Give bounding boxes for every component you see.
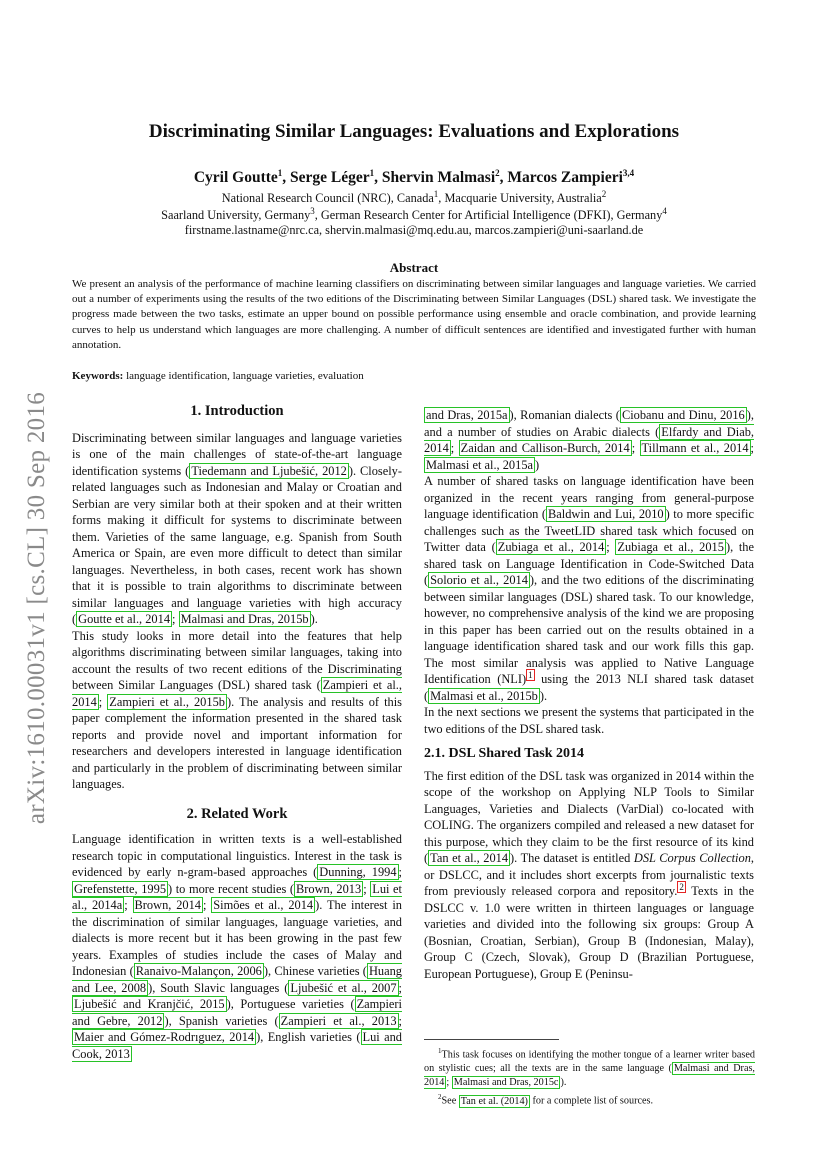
dsl-2014-heading: 2.1. DSL Shared Task 2014: [424, 746, 585, 762]
citation-link[interactable]: Ljubešić and Kranjčić, 2015: [74, 997, 225, 1011]
citation-link[interactable]: Malmasi and Dras, 2015c: [453, 1077, 559, 1089]
citation-link[interactable]: Malmasi and Dras, 2015b: [180, 612, 309, 626]
citation-link[interactable]: Lui and Cook, 2013: [72, 1030, 403, 1061]
citation-link[interactable]: Tan et al. (2014): [460, 1095, 528, 1107]
arxiv-sidebar: [22, 365, 52, 850]
related-work-paragraph-1: Language identification in written texts is a well-established research topic in computational linguistics. Interest in the task is evidenced by early n-gram-based approaches ( Dunning, 1994 ; Grefenstette, 1995 ) to more recent studies ( Brown, 2013 ; Lui et al., 2014a ; Brown, 2014 ; Simões et al., 2014 ). The interest in the discrimination of similar languages, language varieties, and dialects is more recent but it has been growing in the past few years. Examples of studies include the cases of Malay and Indonesian ( Ranaivo-Malançon, 2006 ), Chinese varieties ( Huang and Lee, 2008 ), South Slavic languages ( Ljubešić et al., 2007 ; Ljubešić and Kranjčić, 2015 ), Portuguese varieties ( Zampieri and Gebre, 2012 ), Spanish varieties ( Zampieri et al., 2013 ; Maier and Gómez-Rodrıguez, 2014 ), English varieties ( Lui and Cook, 2013: [72, 832, 403, 1061]
citation-link[interactable]: Zaidan and Callison-Burch, 2014: [460, 441, 630, 455]
intro-paragraph-1: Discriminating between similar languages and language varieties is one of the main challenges of state-of-the-art language identification systems ( Tiedemann and Ljubešić, 2012 ). Closely-related languages such as Indonesian and Malay or Croatian and Serbian are very similar both at their spoken and at their written forms making it difficult for systems to discriminate between them. Varieties of the same language, e.g. Spanish from South America or Spain, are even more difficult to detect than similar languages. Nevertheless, in both cases, recent work has shown that it is possible to train algorithms to discriminate between similar languages and language varieties with high accuracy ( Goutte et al., 2014 ; Malmasi and Dras, 2015b ).: [72, 430, 403, 626]
author-list: Cyril Goutte$^1$, Serge Léger$^1$, Shervin Malmasi$^2$, Marcos Zampieri$^{3,4}$: [193, 168, 635, 187]
citation-link[interactable]: Dunning, 1994: [319, 865, 397, 879]
abstract-heading: Abstract: [389, 260, 439, 275]
citation-link[interactable]: Grefenstette, 1995: [74, 881, 167, 896]
abstract-text: We present an analysis of the performance of machine learning classifiers on discriminating between similar languages and language varieties. We carried out a number of experiments using the results of the two editions of the Discriminating between Similar Languages (DSL) shared task. We investigate the progress made between the two tasks, estimate an upper bound on possible performance using ensemble and oracle combination, and provide learning curves to help us understand which languages are more challenging. A number of difficult sentences are identified and investigated further with human annotation.: [72, 278, 756, 351]
footnote-separator: [424, 1039, 559, 1040]
footnote-1: $^1$This task focuses on identifying the mother tongue of a learner writer based on stylistic cues; all the texts are in the same language ( Malmasi and Dras, 2014 ; Malmasi and Dras, 2015c ).: [424, 1047, 755, 1089]
citation-link[interactable]: Malmasi et al., 2015b: [430, 688, 538, 703]
intro-paragraph-2: This study looks in more detail into the features that help algorithms discriminating between similar languages, taking into account the results of two recent editions of the Discriminating between Similar Languages (DSL) shared task ( Zampieri et al., 2014 ; Zampieri et al., 2015b ). The analysis and results of this paper complement the information presented in the shared task reports and provide novel and important information for researchers and developers interested in language identification and particularly in the problem of discriminating between similar languages.: [72, 628, 403, 791]
affiliation-line-2: Saarland University, Germany$^3$, German Research Center for Artificial Intelligence (DFKI), Germany$^4$: [161, 206, 667, 223]
affiliation-line-1: National Research Council (NRC), Canada$^1$, Macquarie University, Australia$^2$: [221, 189, 607, 206]
citation-link[interactable]: Malmasi and Dras, 2014: [424, 1063, 755, 1089]
citation-link[interactable]: and Dras, 2015a: [426, 408, 508, 422]
citation-link[interactable]: Malmasi et al., 2015a: [426, 457, 534, 472]
related-work-paragraph-1-continued: and Dras, 2015a ), Romanian dialects ( Ciobanu and Dinu, 2016 ), and a number of studies on Arabic dialects ( Elfardy and Diab, 2014 ; Zaidan and Callison-Burch, 2014 ; Tillmann et al., 2014 ; Malmasi et al., 2015a ): [424, 408, 754, 472]
citation-link[interactable]: Huang and Lee, 2008: [72, 964, 402, 995]
intro-heading: 1. Introduction: [190, 403, 284, 419]
related-work-paragraph-3: In the next sections we present the systems that participated in the two editions of the DSL shared task.: [424, 705, 754, 736]
citation-link[interactable]: Ljubešić et al., 2007: [290, 980, 397, 995]
citation-link[interactable]: Brown, 2014: [134, 898, 201, 912]
related-work-heading: 2. Related Work: [186, 805, 288, 822]
footnote-marker[interactable]: 2: [679, 882, 684, 893]
footnote-marker[interactable]: 1: [528, 670, 533, 680]
citation-link[interactable]: Zubiaga et al., 2014: [497, 540, 605, 554]
citation-link[interactable]: Zubiaga et al., 2015: [617, 540, 724, 554]
related-work-paragraph-2: A number of shared tasks on language identification have been organized in the recent years ranging from general-purpose language identification ( Baldwin and Lui, 2010 ) to more specific challenges such as the TweetLID shared task which focused on Twitter data ( Zubiaga et al., 2014 ; Zubiaga et al., 2015 ), the shared task on Language Identification in Code-Switched Data ( Solorio et al., 2014 ), and the two editions of the discriminating between similar languages (DSL) shared task. To our knowledge, however, no comprehensive analysis of the kind we are proposing in this paper has been carried out on the results obtained in a language identification shared task and our work fills this gap. The most similar analysis was applied to Native Language Identification (NLI) $^1$ using the 2013 NLI shared task dataset ( Malmasi et al., 2015b ).: [424, 474, 755, 703]
right-column: [424, 407, 754, 982]
citation-link[interactable]: Maier and Gómez-Rodrıguez, 2014: [74, 1030, 255, 1044]
citation-link[interactable]: Ranaivo-Malançon, 2006: [135, 964, 262, 978]
citation-link[interactable]: Goutte et al., 2014: [78, 612, 171, 626]
arxiv-identifier: arXiv:1610.00031v1 [cs.CL] 30 Sep 2016: [23, 391, 50, 824]
citation-link[interactable]: Tan et al., 2014: [430, 851, 509, 866]
dsl-2014-paragraph: The first edition of the DSL task was organized in 2014 within the scope of the workshop on Applying NLP Tools to Similar Languages, Varieties and Dialects (VarDial) co-located with COLING. The organizers compiled and released a new dataset for this purpose, which they claim to be the first resource of its kind ( Tan et al., 2014 ). The dataset is entitled DSL Corpus Collection, or DSLCC, and it includes short excerpts from journalistic texts from previously released corpora and repository. $^2$ Texts in the DSLCC v. 1.0 were written in thirteen languages or language varieties and divided into the following six groups: Group A (Bosnian, Croatian, Serbian), Group B (Indonesian, Malay), Group C (Czech, Slovak), Group D (Brazilian Portuguese, European Portuguese), Group E (Peninsu-: [424, 768, 755, 981]
author-emails: firstname.lastname@nrc.ca, shervin.malmasi@mq.edu.au, marcos.zampieri@uni-saarland.de: [184, 223, 644, 237]
citation-link[interactable]: Zampieri et al., 2015b: [109, 694, 225, 709]
paper-title: Discriminating Similar Languages: Evaluations and Explorations: [148, 121, 680, 142]
citation-link[interactable]: Ciobanu and Dinu, 2016: [621, 408, 745, 422]
citation-link[interactable]: Tiedemann and Ljubešić, 2012: [191, 463, 347, 478]
left-column: [72, 403, 402, 1062]
citation-link[interactable]: Tillmann et al., 2014: [641, 441, 749, 455]
citation-link[interactable]: Solorio et al., 2014: [430, 573, 528, 587]
citation-link[interactable]: Elfardy and Diab, 2014: [424, 424, 754, 455]
citation-link[interactable]: Simões et al., 2014: [213, 898, 314, 912]
citation-link[interactable]: Brown, 2013: [296, 881, 362, 896]
citation-link[interactable]: Zampieri et al., 2014: [72, 678, 403, 709]
citation-link[interactable]: Baldwin and Lui, 2010: [548, 507, 664, 521]
citation-link[interactable]: Zampieri and Gebre, 2012: [72, 997, 402, 1028]
citation-link[interactable]: Lui et al., 2014a: [72, 881, 402, 912]
citation-link[interactable]: Zampieri et al., 2013: [280, 1013, 397, 1028]
footnote-2: $^2$See Tan et al. (2014) for a complete list of sources.: [438, 1093, 654, 1107]
keywords: Keywords: language identification, language varieties, evaluation: [72, 370, 364, 382]
footnotes: [424, 1044, 755, 1109]
